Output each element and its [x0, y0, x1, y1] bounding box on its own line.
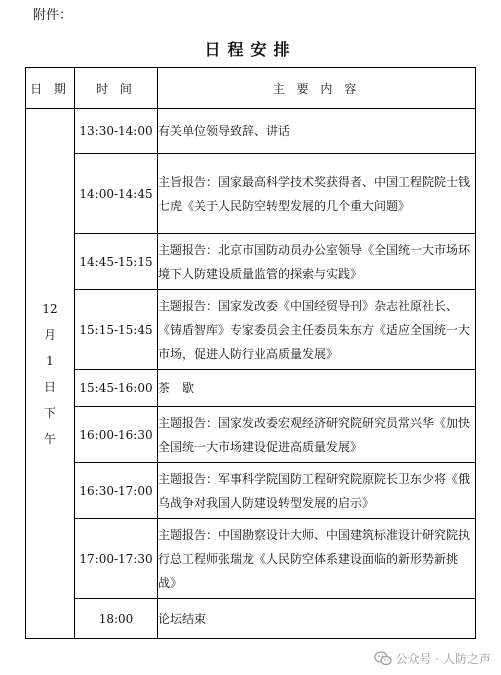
- table-row: [26, 109, 476, 154]
- watermark: [374, 650, 491, 667]
- content-cell: 主题报告：军事科学院国防工程研究院原院长卫东少将《俄乌战争对我国人防建设转型发展的启示》: [158, 463, 476, 519]
- attachment-label: 附件：: [33, 8, 73, 23]
- time-cell: 14:00-14:45: [75, 154, 158, 234]
- watermark-text: 公众号 · 人防之声: [395, 652, 491, 666]
- date-stack: [26, 296, 74, 452]
- content-cell: 论坛结束: [158, 599, 476, 639]
- content-cell: 茶 歇: [158, 370, 476, 407]
- time-cell: 15:15-15:45: [75, 290, 158, 370]
- table-row: [26, 407, 476, 463]
- content-cell: 主旨报告：国家最高科学技术奖获得者、中国工程院院士钱七虎《关于人民防空转型发展的几个重大问题》: [158, 154, 476, 234]
- page-title: 日程安排: [204, 40, 297, 59]
- table-row: [26, 599, 476, 639]
- content-cell: 主题报告：国家发改委宏观经济研究院研究员常兴华《加快全国统一大市场建设促进高质量发展》: [158, 407, 476, 463]
- date-char: 月: [43, 327, 56, 342]
- table-header-row: [26, 68, 476, 109]
- table-row: [26, 463, 476, 519]
- wechat-icon: [374, 651, 392, 666]
- date-cell: [26, 109, 75, 639]
- table-row: [26, 234, 476, 290]
- time-cell: 17:00-17:30: [75, 519, 158, 599]
- table-row: [26, 154, 476, 234]
- time-cell: 15:45-16:00: [75, 370, 158, 407]
- header-time: 时 间: [75, 68, 158, 109]
- date-char: 下: [43, 405, 56, 420]
- content-cell: 主题报告：中国勘察设计大师、中国建筑标准设计研究院执行总工程师张瑞龙《人民防空体系建设面临的新形势新挑战》: [158, 519, 476, 599]
- content-cell: 主题报告：国家发改委《中国经贸导刊》杂志社原社长、《铸盾智库》专家委员会主任委员朱东方《适应全国统一大市场，促进人防行业高质量发展》: [158, 290, 476, 370]
- table-row: [26, 290, 476, 370]
- time-cell: 13:30-14:00: [75, 109, 158, 154]
- date-char: 日: [43, 379, 56, 394]
- date-char: 午: [43, 431, 56, 446]
- header-content: 主 要 内 容: [158, 68, 476, 109]
- time-cell: 18:00: [75, 599, 158, 639]
- time-cell: 14:45-15:15: [75, 234, 158, 290]
- content-cell: 有关单位领导致辞、讲话: [158, 109, 476, 154]
- date-char: 12: [42, 301, 58, 316]
- time-cell: 16:00-16:30: [75, 407, 158, 463]
- table-row: [26, 370, 476, 407]
- header-date: 日 期: [26, 68, 75, 109]
- table-row: [26, 519, 476, 599]
- time-cell: 16:30-17:00: [75, 463, 158, 519]
- content-cell: 主题报告：北京市国防动员办公室领导《全国统一大市场环境下人防建设质量监管的探索与实践》: [158, 234, 476, 290]
- schedule-table: [25, 67, 476, 639]
- date-char: 1: [46, 353, 54, 368]
